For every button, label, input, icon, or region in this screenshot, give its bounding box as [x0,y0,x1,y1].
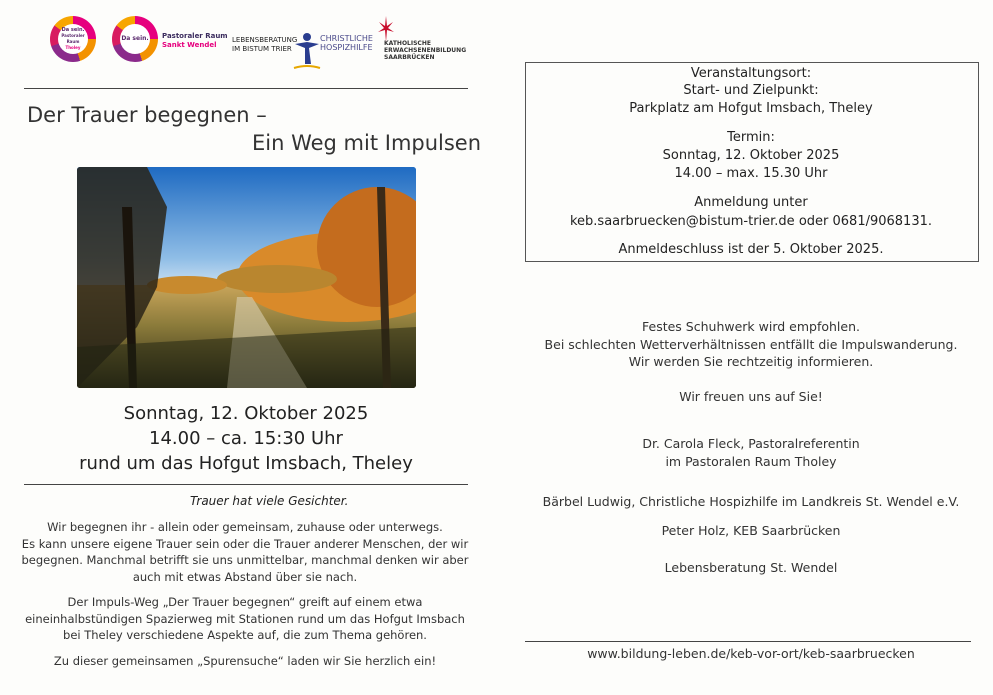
registration-deadline: Anmeldeschluss ist der 5. Oktober 2025. [618,242,884,257]
event-date: Sonntag, 12. Oktober 2025 [123,403,369,424]
logo2-title: Pastoraler Raum [162,32,228,40]
description-line2: eineinhalbstündigen Spazierweg mit Stationen rund um das Hofgut Imsbach [25,611,465,626]
event-time: 14.00 – ca. 15:30 Uhr [149,428,343,449]
keb-line2: ERWACHSENENBILDUNG [384,47,467,54]
event-location: rund um das Hofgut Imsbach, Theley [79,453,413,474]
logo-keb [384,40,466,61]
logo2-ring-text: Da sein. [121,35,149,42]
logo1-line2: Pastoraler Raum [61,33,85,44]
hospizhilfe-line2: HOSPIZHILFE [320,43,373,52]
note-line1: Festes Schuhwerk wird empfohlen. [642,319,860,334]
lebensberatung-line2: IM BISTUM TRIER [232,45,292,53]
intro-line1: Wir begegnen ihr - allein oder gemeinsam, zuhause oder unterwegs. [47,520,443,534]
intro-line4: auch mit etwas Abstand über sie nach. [132,569,358,584]
autumn-landscape-photo [77,167,416,388]
logo1-line1: Da sein. [61,27,85,33]
contact-fleck [521,435,981,470]
invitation-line: Zu dieser gemeinsamen „Spurensuche“ laden wir Sie herzlich ein! [53,654,437,668]
logo2-sub: Sankt Wendel [162,41,217,49]
title-line1: Der Trauer begegnen – [27,103,267,127]
venue-start: Start- und Zielpunkt: [683,83,819,98]
termin-time: 14.00 – max. 15.30 Uhr [674,166,828,181]
keb-line1: KATHOLISCHE [384,40,431,47]
anmeldung-label: Anmeldung unter [694,195,808,210]
intro-line2: Es kann unsere eigene Trauer sein oder die Trauer anderer Menschen, der wir [21,536,469,551]
description-paragraph [10,594,480,644]
logo2-text [162,32,228,50]
welcome-line: Wir freuen uns auf Sie! [679,389,823,404]
logo-hospizhilfe [320,34,373,52]
anmeldung-contact [525,214,977,229]
contact-fleck-line2: im Pastoralen Raum Tholey [665,453,837,469]
logo1-line3: Tholey [65,45,81,50]
venue-label: Veranstaltungsort: [690,66,812,81]
contact-holz: Peter Holz, KEB Saarbrücken [661,523,841,538]
logo-pastoraler-raum-sankt-wendel [112,16,158,62]
contact-ludwig: Bärbel Ludwig, Christliche Hospizhilfe im Landkreis St. Wendel e.V. [542,494,960,509]
bottom-divider [525,641,971,642]
venue-place: Parkplatz am Hofgut Imsbach, Theley [629,101,873,116]
website-link[interactable]: www.bildung-leben.de/keb-vor-ort/keb-saarbruecken [587,646,915,661]
keb-line3: SAARBRÜCKEN [384,54,435,61]
hospizhilfe-line1: CHRISTLICHE [320,34,373,43]
lebensberatung-line1: LEBENSBERATUNG [232,36,298,44]
contact-lebensberatung: Lebensberatung St. Wendel [664,560,838,575]
title-line2: Ein Weg mit Impulsen [252,131,482,155]
description-line1: Der Impuls-Weg „Der Trauer begegnen“ greift auf einem etwa [67,595,423,609]
middle-divider [24,484,468,485]
hospizhilfe-figure-icon [292,30,322,72]
contact-fleck-line1: Dr. Carola Fleck, Pastoralreferentin [642,436,860,451]
termin-label: Termin: [727,130,775,145]
anmeldung-email[interactable]: keb.saarbruecken@bistum-trier.de [569,214,795,229]
intro-paragraph [10,519,480,585]
note-line3: Wir werden Sie rechtzeitig informieren. [628,354,874,369]
notes-paragraph [521,318,981,371]
subheading: Trauer hat viele Gesichter. [190,494,349,508]
note-line2: Bei schlechten Wetterverhältnissen entfällt die Impulswanderung. [544,336,958,352]
termin-date: Sonntag, 12. Oktober 2025 [662,148,840,163]
logo-pastoraler-raum-tholey [50,16,96,62]
description-line3: bei Theley verschiedene Aspekte auf, die zum Thema gehören. [63,628,427,642]
logo-lebensberatung [232,36,297,54]
top-divider [24,88,468,89]
intro-line3: begegnen. Manchmal betrifft sie uns unmittelbar, manchmal denken wir aber [21,553,469,567]
anmeldung-phone: oder 0681/9068131. [794,214,932,229]
